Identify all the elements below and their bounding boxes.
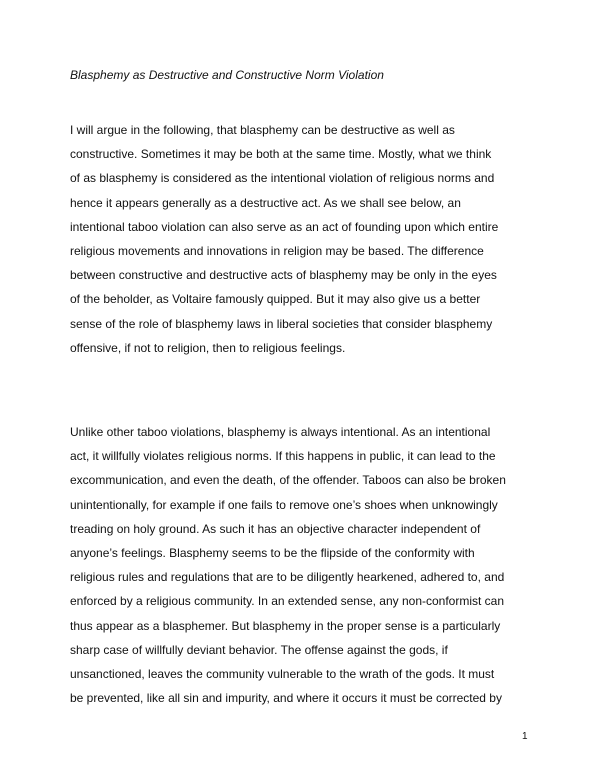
text-line: of the beholder, as Voltaire famously quipped. But it may also give us a better — [70, 292, 481, 307]
text-line: anyone’s feelings. Blasphemy seems to be the flipside of the conformity with — [70, 545, 475, 560]
text-line: intentional taboo violation can also serve as an act of founding upon which entire — [70, 219, 499, 234]
text-line: between constructive and destructive acts of blasphemy may be only in the eyes — [70, 268, 497, 283]
text-line: sense of the role of blasphemy laws in liberal societies that consider blasphemy — [70, 316, 493, 331]
text-line: act, it willfully violates religious norms. If this happens in public, it can lead to the — [70, 449, 496, 464]
text-line: unsanctioned, leaves the community vulnerable to the wrath of the gods. It must — [70, 666, 495, 681]
text-line: treading on holy ground. As such it has an objective character independent of — [70, 521, 481, 536]
paragraph-1 — [70, 118, 540, 360]
text-line: sharp case of willfully deviant behavior. The offense against the gods, if — [70, 642, 448, 657]
text-line: be prevented, like all sin and impurity, and where it occurs it must be corrected by — [70, 691, 502, 706]
text-line: hence it appears generally as a destructive act. As we shall see below, an — [70, 195, 461, 210]
text-line: I will argue in the following, that blasphemy can be destructive as well as — [70, 123, 455, 137]
text-line: offensive, if not to religion, then to religious feelings. — [70, 340, 346, 355]
text-line: constructive. Sometimes it may be both at the same time. Mostly, what we think — [70, 147, 492, 162]
text-line: of as blasphemy is considered as the intentional violation of religious norms and — [70, 171, 495, 186]
text-line: excommunication, and even the death, of the offender. Taboos can also be broken — [70, 473, 506, 488]
paragraph-2 — [70, 420, 540, 710]
document-title: Blasphemy as Destructive and Constructive Norm Violation — [70, 68, 384, 82]
text-line: enforced by a religious community. In an extended sense, any non-conformist can — [70, 594, 505, 609]
text-line: thus appear as a blasphemer. But blasphemy in the proper sense is a particularly — [70, 618, 501, 633]
text-line: religious rules and regulations that are to be diligently hearkened, adhered to, and — [70, 570, 505, 585]
text-line: Unlike other taboo violations, blasphemy is always intentional. As an intentional — [70, 425, 491, 439]
text-line: religious movements and innovations in religion may be based. The difference — [70, 243, 484, 258]
text-line: unintentionally, for example if one fails to remove one’s shoes when unknowingly — [70, 497, 498, 512]
page-number: 1 — [522, 731, 528, 742]
